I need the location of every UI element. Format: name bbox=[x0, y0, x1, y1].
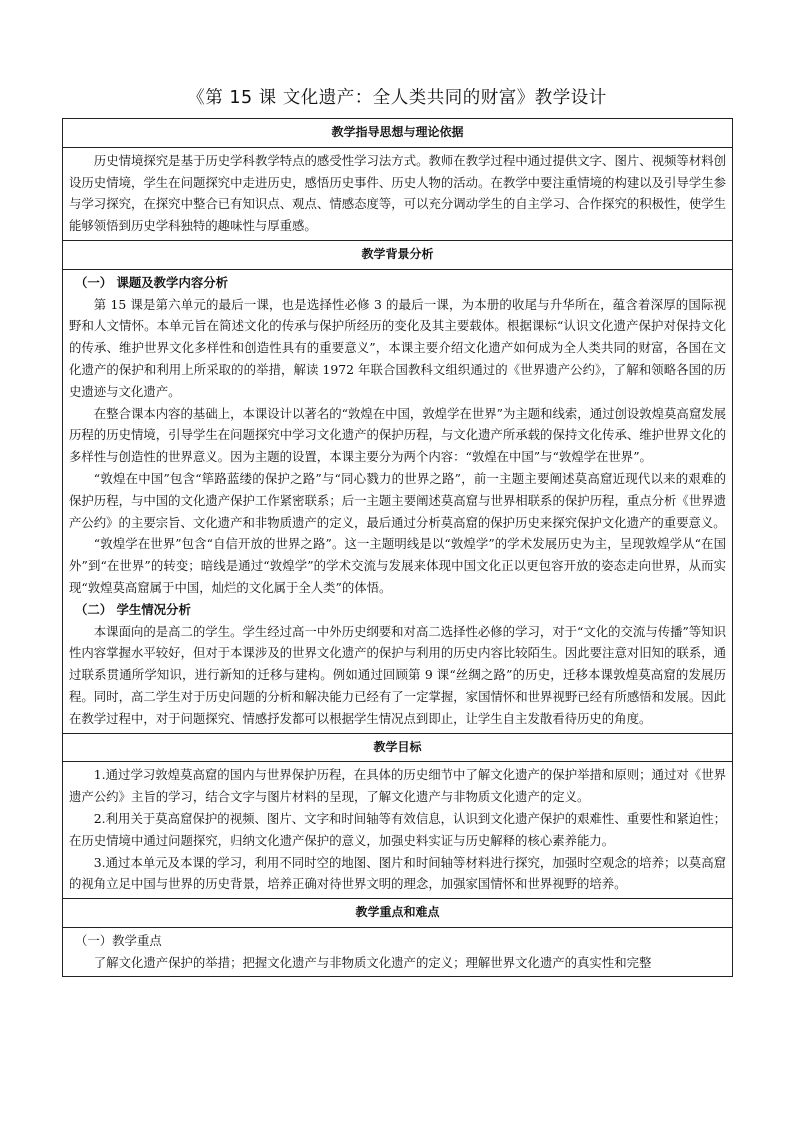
section-keypoints-body bbox=[63, 927, 733, 977]
background-paragraph: 在整合课本内容的基础上，本课设计以著名的“敦煌在中国，敦煌学在世界”为主题和线索，通过创设敦煌莫高窟发展历程的历史情境，引导学生在问题探究中学习文化遗产的保护历程，与文化遗产所承载的保持文化传承、维护世界文化的多样性与创造性的世界意义。因为主题的设置，本课主要分为两个内容：“敦煌在中国”与“敦煌学在世界”。 bbox=[69, 405, 726, 465]
keypoints-subheading: （一）教学重点 bbox=[75, 932, 162, 948]
background-subheading-content: （一） 课题及教学内容分析 bbox=[75, 274, 229, 290]
students-paragraph: 本课面向的是高二的学生。学生经过高一中外历史纲要和对高二选择性必修的学习，对于“文化的交流与传播”等知识性内容掌握水平较好，但对于本课涉及的世界文化遗产的保护与利用的历史内容比较陌生。因此要注意对旧知的联系，通过联系贯通所学知识，进行新知的迁移与建构。例如通过回顾第 9 课“丝绸之路”的历史，迁移本课敦煌莫高窟的发展历程。同时，高二学生对于历史问题的分析和解决能力已经有了一定掌握，家国情怀和世界视野已经有所感悟和发展。因此在教学过程中，对于问题探究、情感抒发都可以根据学生情况点到即止，让学生自主发散看待历史的角度。 bbox=[69, 623, 726, 726]
section-objectives-body-row bbox=[63, 762, 733, 899]
background-subheading-students: （二） 学生情况分析 bbox=[75, 601, 191, 617]
section-guiding-body bbox=[63, 147, 733, 240]
section-background-heading: 教学背景分析 bbox=[63, 240, 733, 269]
background-paragraph: “敦煌学在世界”包含“自信开放的世界之路”。这一主题明线是以“敦煌学”的学术发展历史为主，呈现敦煌学从“在国外”到“在世界”的转变；暗线是通过“敦煌学”的学术交流与发展来体现中国文化正以更包容开放的姿态走向世界，从而实现“敦煌莫高窟属于中国，灿烂的文化属于全人类”的体悟。 bbox=[69, 536, 726, 595]
section-guiding-heading-row bbox=[63, 119, 733, 148]
lesson-plan-table bbox=[62, 118, 733, 977]
section-background-heading-row bbox=[63, 240, 733, 269]
section-guiding-heading: 教学指导思想与理论依据 bbox=[63, 119, 733, 148]
section-guiding-body-row bbox=[63, 147, 733, 240]
section-objectives-body bbox=[63, 762, 733, 899]
background-paragraph: “敦煌在中国”包含“筚路蓝缕的保护之路”与“同心戮力的世界之路”，前一主题主要阐述莫高窟近现代以来的艰难的保护历程，与中国的文化遗产保护工作紧密联系；后一主题主要阐述莫高窟与世界相联系的保护历程，重点分析《世界遗产公约》的主要宗旨、文化遗产和非物质遗产的定义，最后通过分析莫高窟的保护历史来探究保护文化遗产的重要意义。 bbox=[69, 470, 726, 530]
section-keypoints-heading-row bbox=[63, 899, 733, 928]
section-keypoints-body-row bbox=[63, 927, 733, 977]
objective-item: 3.通过本单元及本课的学习，利用不同时空的地图、图片和时间轴等材料进行探究，加强时空观念的培养；以莫高窟的视角立足中国与世界的历史背景，培养正确对待世界文明的理念，加强家国情怀和世界视野的培养。 bbox=[69, 854, 726, 892]
section-objectives-heading: 教学目标 bbox=[63, 733, 733, 762]
section-objectives-heading-row bbox=[63, 733, 733, 762]
objective-item: 1.通过学习敦煌莫高窟的国内与世界保护历程，在具体的历史细节中了解文化遗产的保护举措和原则；通过对《世界遗产公约》主旨的学习，结合文字与图片材料的呈现，了解文化遗产与非物质文化遗产的定义。 bbox=[69, 767, 726, 805]
guiding-paragraph: 历史情境探究是基于历史学科教学特点的感受性学习法方式。教师在教学过程中通过提供文字、图片、视频等材料创设历史情境，学生在问题探究中走进历史，感悟历史事件、历史人物的活动。在教学中要注重情境的构建以及引导学生参与学习探究，在探究中整合已有知识点、观点、情感态度等，可以充分调动学生的自主学习、合作探究的积极性，使学生能够领悟到历史学科独特的趣味性与厚重感。 bbox=[69, 152, 726, 234]
section-background-body bbox=[63, 269, 733, 733]
page-title: 《第 15 课 文化遗产：全人类共同的财富》教学设计 bbox=[187, 88, 607, 108]
keypoints-text: 了解文化遗产保护的举措；把握文化遗产与非物质文化遗产的定义；理解世界文化遗产的真实性和完整 bbox=[93, 954, 652, 970]
objective-item: 2.利用关于莫高窟保护的视频、图片、文字和时间轴等有效信息，认识到文化遗产保护的艰难性、重要性和紧迫性；在历史情境中通过问题探究，归纳文化遗产保护的意义，加强史料实证与历史解释的核心素养能力。 bbox=[69, 810, 726, 848]
section-keypoints-heading: 教学重点和难点 bbox=[63, 899, 733, 928]
background-paragraph: 第 15 课是第六单元的最后一课，也是选择性必修 3 的最后一课，为本册的收尾与升华所在，蕴含着深厚的国际视野和人文情怀。本单元旨在简述文化的传承与保护所经历的变化及其主要载体。根据课标“认识文化遗产保护对保持文化的传承、维护世界文化多样性和创造性具有的重要意义”，本课主要介绍文化遗产如何成为全人类共同的财富，各国在文化遗产的保护和利用上所采取的的举措，解读 1972 年联合国教科文组织通过的《世界遗产公约》，了解和领略各国的历史遗迹与文化遗产。 bbox=[69, 296, 726, 399]
section-background-body-row bbox=[63, 269, 733, 733]
